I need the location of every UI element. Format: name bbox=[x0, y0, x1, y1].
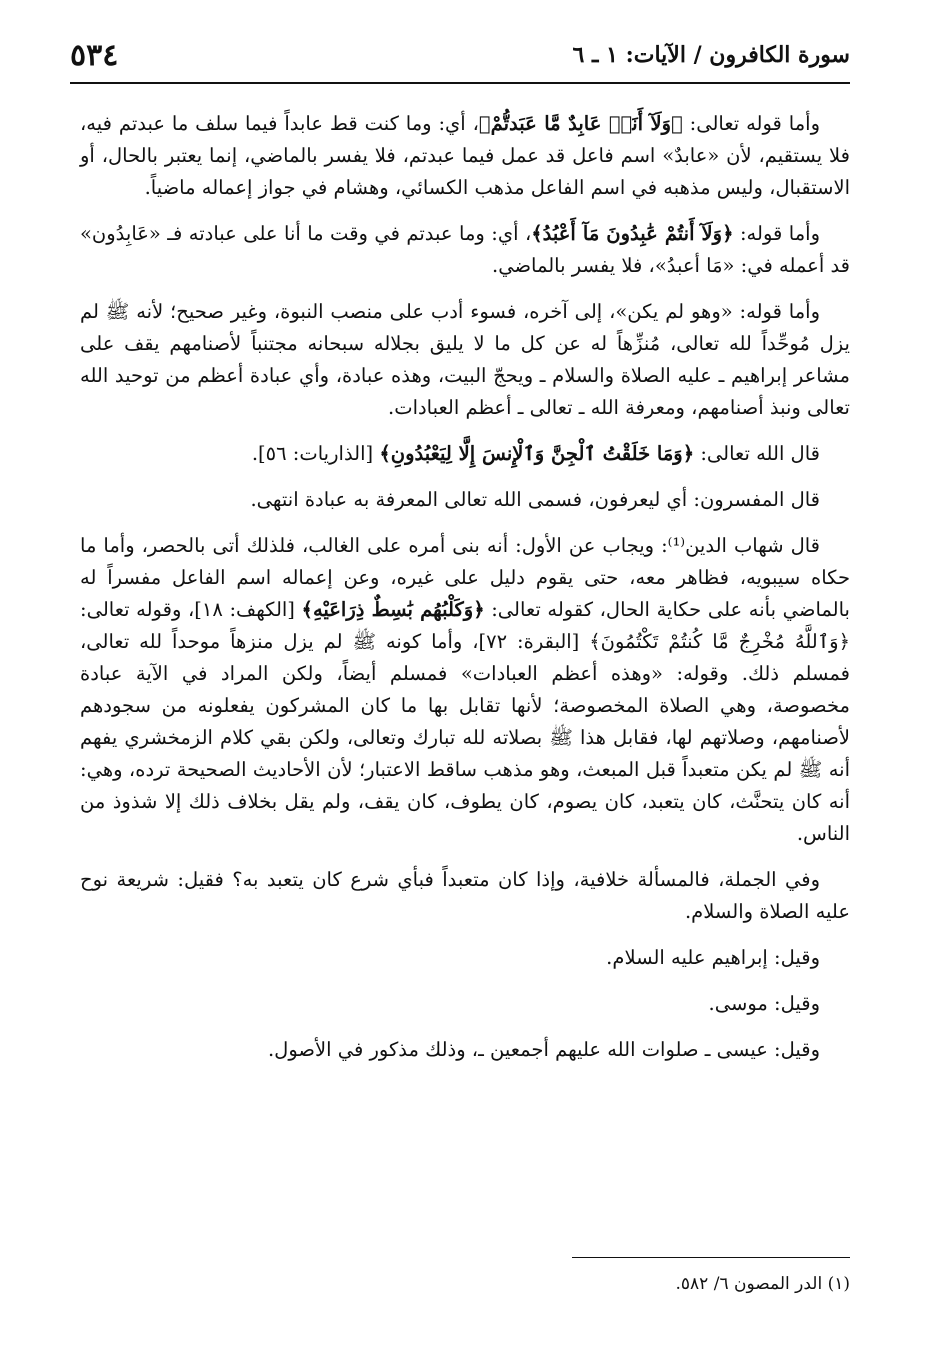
paragraph-text: وأما قوله تعالى: bbox=[682, 112, 820, 135]
paragraph-text: وفي الجملة، فالمسألة خلافية، وإذا كان متعبداً فبأي شرع كان يتعبد به؟ فقيل: شريعة نوح عليه الصلاة والسلام. bbox=[80, 868, 850, 923]
quran-verse: ﴿وَلَآ أَنتُمْ عَٰبِدُونَ مَآ أَعْبُدُ﴾ bbox=[531, 222, 734, 245]
paragraph-text: وقيل: إبراهيم عليه السلام. bbox=[606, 946, 820, 969]
paragraph-text: وأما قوله: «وهو لم يكن»، إلى آخره، فسوء أدب على منصب النبوة، وغير صحيح؛ لأنه ﷺ لم يزل مُوحِّداً لله تعالى، مُنزِّهاً له عن كل ما لا يليق بجلاله سبحانه مجتنباً لأصنامهم يقف على مشاعر إبراهيم ـ عليه الصلاة والسلام ـ ويحجّ البيت، وهذه عبادة، وأي عبادة أعظم من توحيد الله تعالى ونبذ أصنامهم، ومعرفة الله ـ تعالى ـ أعظم العبادات. bbox=[80, 300, 850, 419]
paragraph bbox=[80, 484, 850, 516]
paragraph bbox=[80, 530, 850, 850]
paragraph bbox=[80, 296, 850, 424]
page-header bbox=[70, 30, 850, 80]
paragraph-text: قال الله تعالى: bbox=[694, 442, 820, 465]
paragraph-text: قال شهاب الدين⁽¹⁾: ويجاب عن الأول: أنه بنى أمره على الغالب، فلذلك أتى بالحصر، وأما ما حكاه سيبويه، فظاهر معه، حتى يقوم دليل على غيره، وعن إعماله اسم الفاعل مفسراً له بالماضي بأنه على حكاية الحال، كقوله تعالى: bbox=[80, 534, 850, 621]
paragraph-text: [الكهف: ١٨]، وقوله تعالى: ﴿وَٱللَّهُ مُخْرِجٌ مَّا كُنتُمْ تَكْتُمُونَ﴾ [البقرة: ٧٢]، وأما كونه ﷺ لم يزل منزهاً موحداً لله تعالى، فمسلم ذلك. وقوله: «وهذه أعظم العبادات» فمسلم أيضاً، ولكن المراد في الآية عبادة مخصوصة، وهي الصلاة المخصوصة؛ لأنها تقابل بها ما كان المشركون يفعلونه من سجودهم لأصنامهم، وصلاتهم لها، فقابل هذا ﷺ بصلاته لله تبارك وتعالى، ولكن بقي كلام الزمخشري يفهم أنه ﷺ لم يكن متعبداً قبل المبعث، وهو مذهب ساقط الاعتبار؛ لأن الأحاديث الصحيحة ترده، وهي: أنه كان يتحنَّث، كان يتعبد، كان يصوم، كان يطوف، كان يقف، ولم يقل بخلاف ذلك إلا شذوذ من الناس. bbox=[80, 598, 850, 845]
paragraph-text: وقيل: عيسى ـ صلوات الله عليهم أجمعين ـ، وذلك مذكور في الأصول. bbox=[267, 1038, 820, 1061]
header-rule bbox=[70, 82, 850, 84]
paragraph bbox=[80, 438, 850, 470]
paragraph bbox=[80, 864, 850, 928]
paragraph-text: وأما قوله: bbox=[733, 222, 820, 245]
paragraph-text: ، أي: وما كنت قط عابداً فيما سلف ما عبدتم فيه، فلا يستقيم، لأن «عابدٌ» اسم فاعل قد عمل فيما عبدتم، فلا يفسر بالماضي، إنما يعتبر بالحال، أو الاستقبال، وليس مذهبه في اسم الفاعل مذهب الكسائي، وهشام في جواز إعماله ماضياً. bbox=[80, 112, 850, 199]
page-number: ٥٣٤ bbox=[70, 37, 119, 73]
paragraph-text: ، أي: وما عبدتم في وقت ما أنا على عبادته فـ «عَابِدُون» قد أعمله في: «مَا أعبدُ»، فلا يفسر بالماضي. bbox=[80, 222, 850, 277]
paragraph bbox=[80, 108, 850, 204]
main-text bbox=[80, 108, 850, 1066]
quran-verse: ﴿وَلَآ أَنَا۠ عَابِدٌ مَّا عَبَدتُّمْ﴾ bbox=[478, 112, 683, 135]
paragraph-text: قال المفسرون: أي ليعرفون، فسمى الله تعالى المعرفة به عبادة انتهى. bbox=[250, 488, 820, 511]
paragraph bbox=[80, 988, 850, 1020]
quran-verse: ﴿وَكَلْبُهُم بَٰسِطٌ ذِرَاعَيْهِ﴾ bbox=[301, 598, 485, 621]
paragraph-text: [الذاريات: ٥٦]. bbox=[251, 442, 380, 465]
paragraph bbox=[80, 218, 850, 282]
paragraph-text: وقيل: موسى. bbox=[708, 992, 820, 1015]
footnote: (١) الدر المصون ٦/ ٥٨٢. bbox=[675, 1274, 850, 1294]
quran-verse: ﴿وَمَا خَلَقْتُ ٱلْجِنَّ وَٱلْإِنسَ إِلَّا لِيَعْبُدُونِ﴾ bbox=[379, 442, 695, 465]
paragraph bbox=[80, 942, 850, 974]
running-title: سورة الكافرون / الآيات: ١ ـ ٦ bbox=[572, 42, 850, 68]
paragraph bbox=[80, 1034, 850, 1066]
footnote-rule bbox=[572, 1257, 850, 1258]
